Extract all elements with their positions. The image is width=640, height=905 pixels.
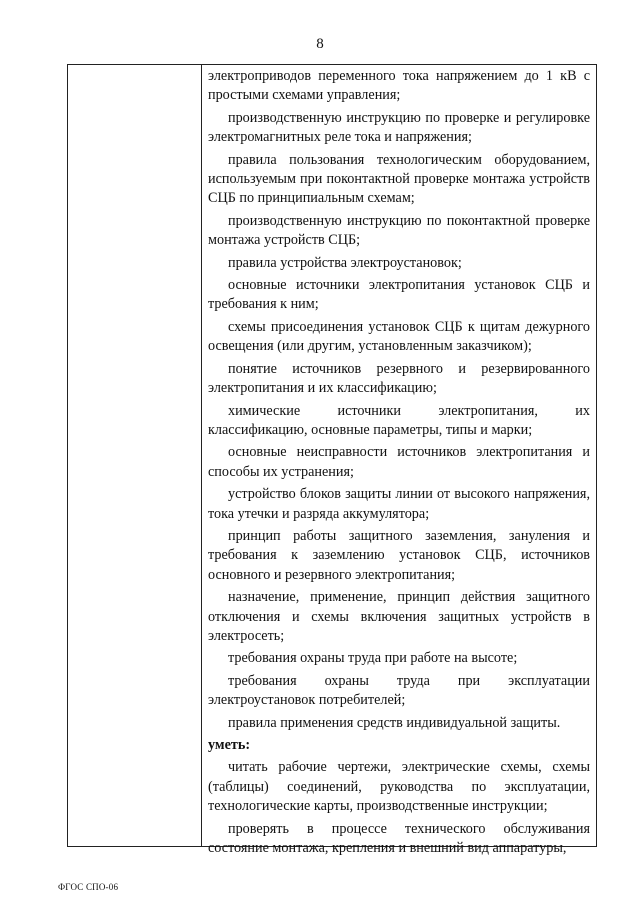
paragraph: проверять в процессе технического обслуживания состояние монтажа, крепления и внешний вид аппаратуры, [208, 820, 590, 857]
paragraph: химические источники электропитания, их классификацию, основные параметры, типы и марки; [208, 402, 590, 438]
table-left-column [68, 65, 202, 846]
document-table [67, 64, 597, 857]
table-right-column [202, 65, 596, 857]
paragraph: правила устройства электроустановок; [228, 254, 462, 271]
paragraph: требования охраны труда при эксплуатации электроустановок потребителей; [208, 672, 590, 709]
paragraph: правила применения средств индивидуальной защиты. [228, 714, 561, 731]
paragraph: требования охраны труда при работе на высоте; [228, 650, 518, 667]
section-heading: уметь: [208, 737, 251, 753]
paragraph: устройство блоков защиты линии от высокого напряжения, тока утечки и разряда аккумулятора; [208, 486, 590, 522]
paragraph: назначение, применение, принцип действия защитного отключения и схемы включения защитных устройств в электросеть; [208, 589, 590, 644]
paragraph: принцип работы защитного заземления, зануления и требования к заземлению установок СЦБ, источников основного и резервного электропитания; [208, 527, 590, 583]
paragraph: правила пользования технологическим оборудованием, используемым при поконтактной проверке монтажа устройств СЦБ по принципиальным схемам; [208, 151, 590, 207]
paragraph: схемы присоединения установок СЦБ к щитам дежурного освещения (или другим, установленным заказчиком); [208, 318, 590, 355]
paragraph: основные неисправности источников электропитания и способы их устранения; [208, 444, 590, 480]
paragraph: производственную инструкцию по проверке и регулировке электромагнитных реле тока и напряжения; [208, 109, 590, 146]
page-number: 8 [316, 36, 324, 52]
paragraph: производственную инструкцию по поконтактной проверке монтажа устройств СЦБ; [208, 212, 590, 249]
paragraph: основные источники электропитания установок СЦБ и требования к ним; [208, 277, 590, 313]
paragraph: электроприводов переменного тока напряжением до 1 кВ с простыми схемами управления; [208, 68, 590, 104]
paragraph: понятие источников резервного и резервированного электропитания и их классификацию; [208, 360, 590, 397]
footer-code: ФГОС СПО-06 [58, 882, 119, 892]
paragraph: читать рабочие чертежи, электрические схемы, схемы (таблицы) соединений, руководства по эксплуатации, технологические карты, производственные инструкции; [208, 759, 590, 815]
